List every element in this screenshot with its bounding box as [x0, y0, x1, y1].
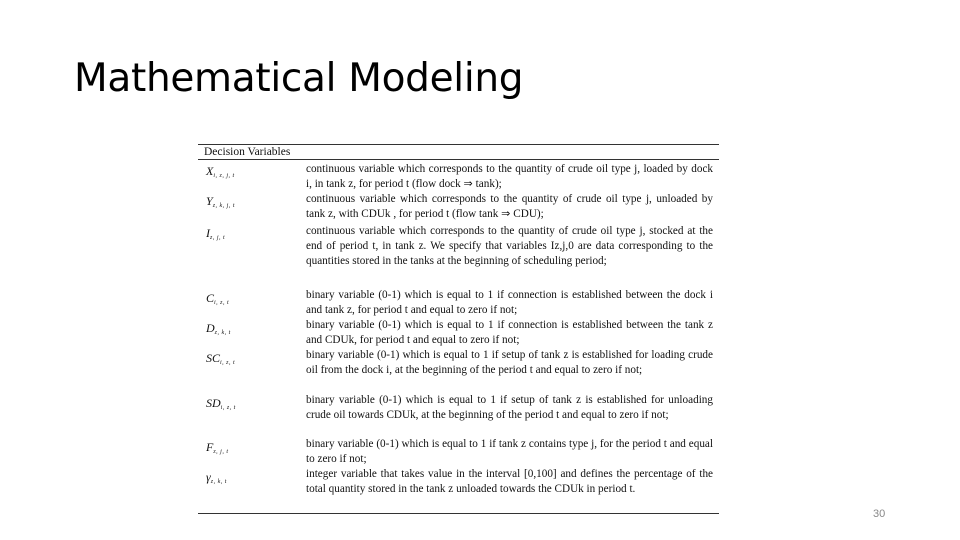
slide-title: Mathematical Modeling	[74, 56, 524, 101]
variable-symbol-y: $Y_{z, k, j, t}$	[206, 194, 236, 209]
variable-symbol-x: $X_{i, z, j, t}$	[206, 164, 235, 179]
page-number: 30	[873, 508, 886, 520]
variable-desc-y: continuous variable which corresponds to the quantity of crude oil type j, unloaded by tank z, with CDUk , for period t (flow tank ⇒ CDU);	[306, 193, 713, 220]
table-header: Decision Variables	[204, 146, 291, 158]
variable-symbol-gamma: $\gamma_{z, k, t}$	[206, 470, 227, 485]
variable-desc-sc: binary variable (0-1) which is equal to 1 if setup of tank z is established for loading crude oil from the dock i, at the beginning of the period t and equal to zero if not;	[306, 349, 713, 376]
variable-desc-sd: binary variable (0-1) which is equal to 1 if setup of tank z is established for unloading crude oil towards CDUk, at the beginning of the period t and equal to zero if not;	[306, 394, 713, 421]
decision-variables-table	[198, 144, 719, 514]
variable-symbol-f: $F_{z, j, t}$	[206, 440, 229, 455]
variable-desc-f: binary variable (0-1) which is equal to 1 if tank z contains type j, for the period t and equal to zero if not;	[306, 438, 713, 465]
variable-symbol-i: $I_{z, j, t}$	[206, 226, 226, 241]
variable-desc-i: continuous variable which corresponds to the quantity of crude oil type j, stocked at the end of period t, in tank z. We specify that variables Iz,j,0 are data corresponding to the quantities stored in the tanks at the beginning of scheduling period;	[306, 225, 713, 267]
table-top-rule	[198, 144, 719, 145]
variable-desc-c: binary variable (0-1) which is equal to 1 if connection is established between the dock i and tank z, for period t and equal to zero if not;	[306, 289, 713, 316]
variable-symbol-sd: $SD_{i, z, t}$	[206, 396, 236, 411]
table-bottom-rule	[198, 513, 719, 514]
variable-desc-x: continuous variable which corresponds to the quantity of crude oil type j, loaded by dock i, in tank z, for period t (flow dock ⇒ tank);	[306, 163, 713, 190]
variable-symbol-sc: $SC_{i, z, t}$	[206, 351, 236, 366]
table-header-rule	[198, 159, 719, 160]
variable-symbol-c: $C_{i, z, t}$	[206, 291, 230, 306]
variable-symbol-d: $D_{z, k, t}$	[206, 321, 231, 336]
variable-desc-d: binary variable (0-1) which is equal to 1 if connection is established between the tank z and CDUk, for period t and equal to zero if not;	[306, 319, 713, 346]
variable-desc-gamma: integer variable that takes value in the interval [0,100] and defines the percentage of the total quantity stored in the tank z unloaded towards the CDUk in period t.	[306, 468, 713, 495]
